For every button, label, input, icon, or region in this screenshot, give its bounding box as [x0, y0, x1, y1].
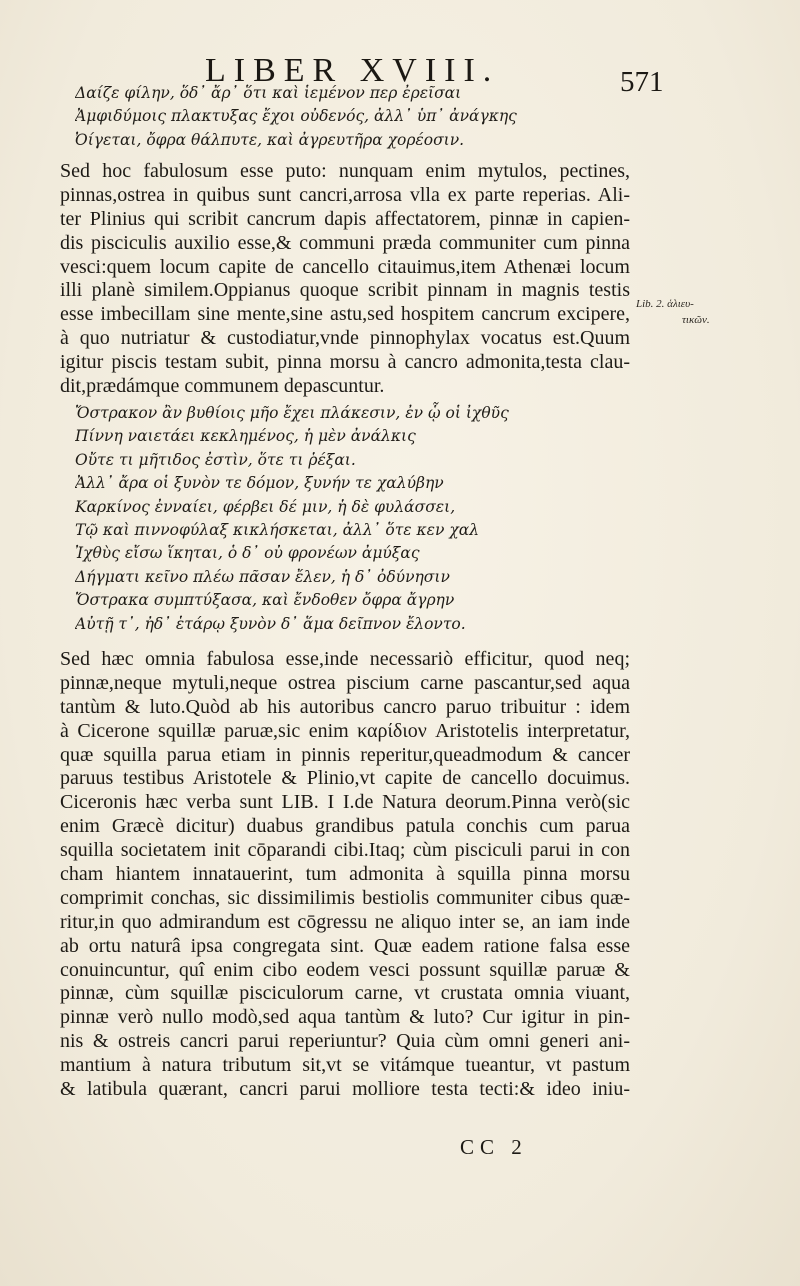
text-line: enim Græcè dicitur) duabus grandibus patula conchis cum parua	[60, 815, 630, 838]
text-line: igitur piscis testam subit, pinna morsu à cancro admonita,testa clau-	[60, 351, 630, 374]
text-line: Sed hoc fabulosum esse puto: nunquam enim mytulos, pectines,	[60, 160, 630, 182]
verse-line: Αὐτῇ τ᾽, ἠδ᾽ ἑτάρῳ ξυνὸν δ᾽ ἅμα δεῖπνον ἔλοντο.	[75, 614, 466, 633]
paragraph-2	[60, 648, 630, 1102]
verse-line: Δαίζε φίλην, ὅδ᾽ ἄρ᾽ ὅτι καὶ ἱεμένον περ ἐρεῖσαι	[75, 84, 462, 102]
verse-line: Τῷ καὶ πιννοφύλαξ κικλήσκεται, ἀλλ᾽ ὅτε κεν χαλ	[75, 520, 480, 539]
text-line: à quo nutriatur & custodiatur,vnde pinnophylax vocatus est.Quum	[60, 327, 630, 350]
text-line: ritur,in quo admirandum est cōgressu ne aliquo inter se, an iam inde	[60, 910, 630, 933]
paragraph-1	[60, 160, 630, 399]
page-number: 571	[620, 66, 664, 98]
margin-note-book-reference: Lib. 2. ἁλιευ-	[636, 298, 694, 310]
text-line: cham hiantem innatauerint, tum admonita à squilla pinna morsu	[60, 863, 630, 886]
text-line: pinnæ, cùm squillæ pisciculorum carne, vt crustata omnia viuant,	[60, 982, 630, 1005]
text-line: pinnas,ostrea in quibus sunt cancri,arrosa vlla ex parte reperias. Ali-	[60, 183, 630, 206]
verse-line: Ἰχθὺς εἴσω ἵκηται, ὁ δ᾽ οὐ φρονέων ἀμύξας	[75, 544, 420, 563]
text-line: tantùm & luto.Quòd ab his autoribus cancro paruo tribuitur : idem	[60, 695, 630, 718]
greek-verse-block-1	[75, 82, 555, 152]
text-line: Sed hæc omnia fabulosa esse,inde necessariò efficitur, quod neq;	[60, 648, 630, 670]
text-line: ter Plinius qui scribit cancrum dapis affectatorem, pinnæ in capien-	[60, 207, 630, 230]
text-line: paruus testibus Aristotele & Plinio,vt capite de cancello docuimus.	[60, 767, 630, 790]
text-line: ab ortu naturâ ipsa congregata sint. Quæ eadem ratione falsa esse	[60, 934, 630, 957]
text-line: à Cicerone squillæ paruæ,sic enim καρίδιον Aristotelis interpretatur,	[60, 719, 630, 742]
verse-line: Ὄστρακα συμπτύξασα, καὶ ἔνδοθεν ὄφρα ἄγρην	[75, 591, 455, 610]
running-head: LIBER XVIII.	[205, 52, 500, 89]
text-line: & latibula quærant, cancri parui molliore testa tecti:& ideo iniu-	[60, 1078, 630, 1101]
text-line: mantium à natura tributum sit,vt se vitámque tueantur, vt pastum	[60, 1054, 630, 1077]
verse-line: Καρκίνος ἐνναίει, φέρβει δέ μιν, ἡ δὲ φυλάσσει,	[75, 497, 456, 516]
margin-note-book-reference-cont: τικῶν.	[682, 314, 710, 326]
greek-verse-block-2	[75, 402, 555, 636]
text-line: vesci:quem locum capite de cancello citauimus,item Athenæi locum	[60, 255, 630, 278]
verse-line: Οὔτε τι μῆτιδος ἐστὶν, ὅτε τι ῥέξαι.	[75, 450, 356, 469]
text-line: dis pisciculis auxilio esse,& communi præda communiter cum pinna	[60, 231, 630, 254]
text-line: quæ squilla parua etiam in pinnis reperitur,queadmodum & cancer	[60, 743, 630, 766]
text-line: pinnæ verò nullo modò,sed aqua tantùm & luto? Cur igitur in pin-	[60, 1006, 630, 1029]
text-line: pinnæ,neque mytuli,neque ostrea piscium carne pascantur,sed aqua	[60, 671, 630, 694]
text-line: illi planè similem.Oppianus quoque scribit pinnam in magnis testis	[60, 279, 630, 302]
text-line: dit,prædámque communem depascuntur.	[60, 375, 385, 398]
verse-line: Ὀίγεται, ὄφρα θάλπυτε, καὶ ἀγρευτῆρα χορέοσιν.	[75, 130, 465, 149]
text-line: conuincuntur, quî enim cibo eodem vesci possunt squillæ paruæ &	[60, 958, 630, 981]
text-line: Ciceronis hæc verba sunt LIB. I I.de Natura deorum.Pinna verò(sic	[60, 791, 630, 814]
verse-line: Δήγματι κεῖνο πλέω πᾶσαν ἔλεν, ἡ δ᾽ ὀδύνησιν	[75, 567, 450, 586]
text-line: nis & ostreis cancri parui reperiuntur? Quia cùm omni generi ani-	[60, 1030, 630, 1053]
verse-line: Πίννη ναιετάει κεκλημένος, ἡ μὲν ἀνάλκις	[75, 427, 416, 446]
text-line: esse imbecillam sine mente,sine astu,sed hospitem cancrum excipere,	[60, 303, 630, 326]
verse-line: Ὄστρακον ἂν βυθίοις μῆο ἔχει πλάκεσιν, ἐν ᾧ οἱ ἰχθῦς	[75, 404, 509, 422]
text-line: comprimit conchas, sic dissimilimis bestiolis communiter cibus quæ-	[60, 886, 630, 909]
verse-line: Ἀμφιδύμοις πλακτυξας ἔχοι οὐδενός, ἀλλ᾽ ὑπ᾽ ἀνάγκης	[75, 107, 517, 126]
signature-mark: CC 2	[460, 1135, 528, 1159]
verse-line: Ἀλλ᾽ ἄρα οἱ ξυνὸν τε δόμον, ξυνήν τε χαλύβην	[75, 474, 444, 493]
text-line: squilla societatem init cōparandi cibi.Itaq; cùm pisciculi parui in con	[60, 839, 630, 862]
